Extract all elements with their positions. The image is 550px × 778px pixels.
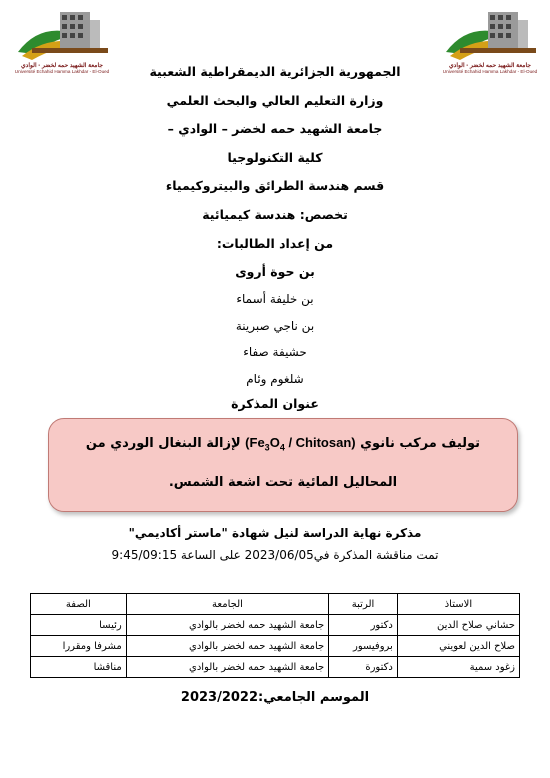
- table-cell: دكتورة: [329, 657, 398, 678]
- department-name: قسم هندسة الطرائق والبيتروكيمياء: [165, 178, 385, 193]
- logo-caption-french: Université Echahid Hamma Lakhdar - El-Oued: [442, 69, 538, 74]
- committee-table: [30, 593, 520, 678]
- table-cell: دكتور: [329, 615, 398, 636]
- table-cell: صلاح الدين لعويني: [397, 636, 519, 657]
- table-cell: جامعة الشهيد حمه لخضر بالوادي: [126, 615, 329, 636]
- table-row: [31, 657, 520, 678]
- table-header-row: [31, 594, 520, 615]
- thesis-title-box: [48, 418, 518, 512]
- student-name: بن ناجي صبرينة: [235, 319, 315, 333]
- logo-caption-arabic: جامعة الشهيد حمه لخضر - الوادي: [20, 63, 103, 69]
- student-name: شلغوم وئام: [246, 372, 304, 386]
- chemical-formula: ($Fe_3O_4$ / Chitosan): [245, 435, 356, 453]
- column-header: الجامعة: [126, 594, 329, 615]
- column-header: الصفة: [31, 594, 127, 615]
- table-row: [31, 615, 520, 636]
- thesis-heading: عنوان المذكرة: [231, 396, 319, 411]
- ministry-name: وزارة التعليم العالي والبحث العلمي: [166, 93, 384, 108]
- table-cell: جامعة الشهيد حمه لخضر بالوادي: [126, 657, 329, 678]
- university-building-icon: [12, 6, 112, 64]
- table-cell: رئيسا: [31, 615, 127, 636]
- student-name: بن خليفة أسماء: [236, 292, 314, 306]
- table-cell: جامعة الشهيد حمه لخضر بالوادي: [126, 636, 329, 657]
- table-cell: زغود سمية: [397, 657, 519, 678]
- table-row: [31, 636, 520, 657]
- thesis-title-part-2: لإزالة البنغال الوردي من: [85, 436, 241, 451]
- logo-caption-arabic: جامعة الشهيد حمه لخضر - الوادي: [448, 63, 531, 69]
- table-cell: مناقشا: [31, 657, 127, 678]
- defense-date: تمت مناقشة المذكرة في2023/06/05 على الساعة 9:45/09:15: [111, 548, 439, 562]
- university-name: جامعة الشهيد حمه لخضر – الوادي –: [167, 121, 383, 136]
- thesis-title-line-2: المحاليل المائية تحت اشعة الشمس.: [168, 475, 398, 490]
- student-name: حشيفة صفاء: [243, 345, 307, 359]
- table-cell: بروفيسور: [329, 636, 398, 657]
- student-name: بن حوة أروى: [235, 264, 315, 279]
- column-header: الاستاذ: [397, 594, 519, 615]
- university-building-icon: [440, 6, 540, 64]
- republic-name: الجمهورية الجزائرية الديمقراطية الشعبية: [149, 64, 401, 79]
- students-heading: من إعداد الطالبات:: [216, 236, 334, 251]
- thesis-title-line-1: [49, 435, 517, 453]
- column-header: الرتبة: [329, 594, 398, 615]
- degree-statement: مذكرة نهاية الدراسة لنيل شهادة "ماستر أكاديمي": [128, 526, 422, 540]
- specialty: تخصص: هندسة كيميائية: [202, 207, 348, 222]
- table-cell: حشاني صلاح الدين: [397, 615, 519, 636]
- logo-caption-french: Université Echahid Hamma Lakhdar - El-Oued: [14, 69, 110, 74]
- thesis-title-part-1: توليف مركب نانوي: [360, 436, 481, 451]
- academic-season: الموسم الجامعي:2023/2022: [180, 690, 370, 705]
- table-cell: مشرفا ومقررا: [31, 636, 127, 657]
- faculty-name: كلية التكنولوجيا: [227, 150, 323, 165]
